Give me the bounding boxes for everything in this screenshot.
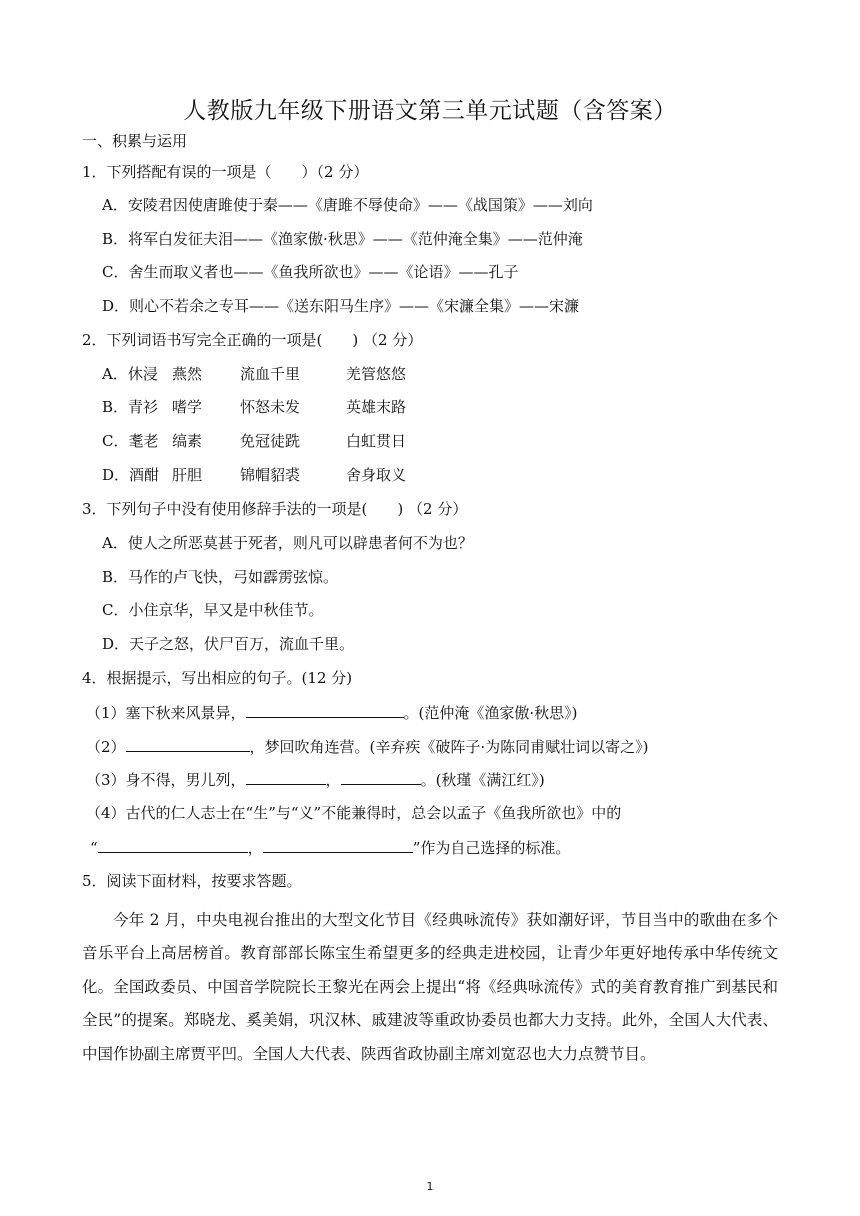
word: 英雄末路 <box>346 398 407 416</box>
question-1-option-d: D．则心不若余之专耳——《送东阳马生序》——《宋濂全集》——宋濂 <box>102 297 580 315</box>
word: 流血千里 <box>240 365 301 383</box>
question-1-option-a: A．安陵君因使唐雎使于秦——《唐雎不辱使命》——《战国策》——刘向 <box>102 196 593 214</box>
quote-open: “ <box>90 839 98 857</box>
fill-line-5 <box>90 837 570 858</box>
separator-text: ， <box>247 839 263 857</box>
reading-passage: 今年 2 月，中央电视台推出的大型文化节目《经典咏流传》获如潮好评，节目当中的歌曲在多个音乐平台上高居榜首。教育部部长陈宝生希望更多的经典走进校园，让青少年更好地传承中华传统文化。全国政委员、中国音学院院长王黎光在两会上提出“将《经典咏流传》式的美育教育推广到基民和全民”的提案。郑晓龙、奚美娟，巩汉林、戚建波等重政协委员也都大力支持。此外，全国人大代表、中国作协副主席贾平凹。全国人大代表、陕西省政协副主席刘宽忍也大力点赞节目。 <box>82 911 778 1063</box>
question-5-stem: 5．阅读下面材料，按要求答题。 <box>82 872 302 890</box>
answer-blank[interactable] <box>98 837 248 853</box>
fill-line-3 <box>86 769 545 790</box>
answer-blank[interactable] <box>246 702 404 718</box>
fill-line-1 <box>86 702 578 723</box>
document-title: 人教版九年级下册语文第三单元试题（含答案） <box>183 98 677 124</box>
question-1-option-b: B．将军白发征夫泪——《渔家傲·秋思》——《范仲淹全集》——范仲淹 <box>102 230 583 248</box>
question-3-option-c: C．小住京华，早又是中秋佳节。 <box>102 601 324 619</box>
word: 嗜学 <box>172 398 203 416</box>
word: 肝胆 <box>172 466 203 484</box>
question-4-stem: 4．根据提示，写出相应的句子。(12 分) <box>82 669 353 687</box>
source-text: 。(范仲淹《渔家傲·秋思》) <box>403 704 578 722</box>
fill-line-4: （4）古代的仁人志士在“生”与“义”不能兼得时，总会以孟子《鱼我所欲也》中的 <box>86 804 622 822</box>
question-2-option-c <box>102 431 406 451</box>
word: B．青衫 <box>102 398 159 416</box>
question-3-stem: 3．下列句子中没有使用修辞手法的一项是( ) （2 分） <box>82 500 468 518</box>
criteria-text: ”作为自己选择的标准。 <box>412 839 571 857</box>
prompt-text: （3）身不得，男儿列， <box>86 771 246 789</box>
question-2-option-a <box>102 364 406 384</box>
question-3-option-a: A．使人之所恶莫甚于死者，则凡可以辟患者何不为也？ <box>102 534 473 552</box>
question-3-option-b: B．马作的卢飞快，弓如霹雳弦惊。 <box>102 568 339 586</box>
question-2-option-b <box>102 397 406 417</box>
word: D．酒酣 <box>102 466 160 484</box>
word: 锦帽貂裘 <box>240 466 301 484</box>
word: 怀怒未发 <box>240 398 301 416</box>
question-1-stem: 1．下列搭配有误的一项是（ ）（2 分） <box>82 163 369 181</box>
word: 缟素 <box>172 432 203 450</box>
prompt-text: （1）塞下秋来风景异， <box>86 704 246 722</box>
prompt-text: （2） <box>86 738 126 756</box>
word: C．耄老 <box>102 432 159 450</box>
question-3-option-d: D．天子之怒，伏尸百万，流血千里。 <box>102 635 355 653</box>
word: A．休浸 <box>102 365 158 383</box>
answer-blank[interactable] <box>263 837 413 853</box>
question-2-stem: 2．下列词语书写完全正确的一项是( ) （2 分） <box>82 331 423 349</box>
page-number: 1 <box>426 1180 434 1193</box>
source-text: 。(秋瑾《满江红》) <box>420 771 545 789</box>
question-2-option-d <box>102 465 406 485</box>
word: 燕然 <box>172 365 203 383</box>
answer-blank[interactable] <box>341 769 421 785</box>
answer-blank[interactable] <box>246 769 326 785</box>
section-heading: 一、积累与运用 <box>82 132 188 150</box>
word: 羌管悠悠 <box>346 365 407 383</box>
separator-text: ， <box>325 771 341 789</box>
word: 免冠徒跣 <box>240 432 301 450</box>
source-text: ，梦回吹角连营。(辛弃疾《破阵子·为陈同甫赋壮词以寄之》) <box>249 738 649 756</box>
answer-blank[interactable] <box>126 736 250 752</box>
question-1-option-c: C．舍生而取义者也——《鱼我所欲也》——《论语》——孔子 <box>102 263 519 281</box>
word: 白虹贯日 <box>346 432 407 450</box>
word: 舍身取义 <box>346 466 407 484</box>
fill-line-2 <box>86 736 649 757</box>
